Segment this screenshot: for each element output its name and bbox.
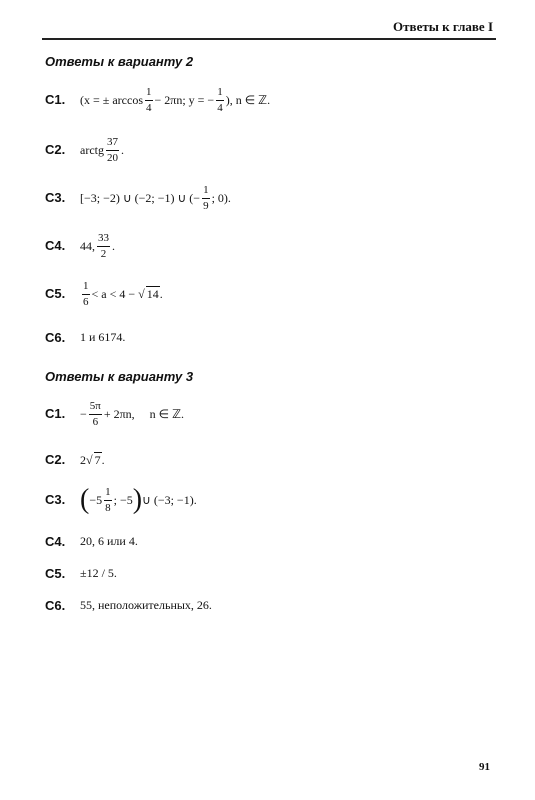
numerator: 37 (106, 137, 119, 151)
numerator: 33 (97, 233, 110, 247)
chapter-title: Ответы к главе I (393, 19, 493, 34)
denominator: 4 (217, 101, 223, 114)
numerator: 1 (82, 281, 90, 295)
denominator: 6 (92, 415, 99, 428)
fraction (106, 137, 119, 164)
answer-text: 55, неположительных, 26. (80, 598, 212, 612)
answer-label: C4. (45, 534, 66, 549)
expr-text: . (112, 238, 115, 253)
answer-v2-c1 (45, 80, 505, 120)
expr-text: (x = ± arccos (80, 92, 143, 107)
expr-text: . (101, 452, 105, 467)
answer-text: ±12 / 5. (80, 566, 117, 580)
expr-text: ; 0). (211, 190, 231, 205)
expr-text: arctg (80, 142, 104, 157)
expr-text: ∪ (−3; −1). (142, 492, 197, 507)
answer-label: C3. (45, 190, 66, 205)
answer-expression (80, 394, 184, 434)
answer-label: C6. (45, 330, 66, 345)
expr-text: . (120, 142, 124, 157)
expr-text: [−3; −2) ∪ (−2; −1) ∪ (− (80, 190, 201, 205)
denominator: 6 (83, 295, 89, 308)
answer-label: C6. (45, 598, 66, 613)
numerator: 1 (145, 87, 153, 101)
numerator: 1 (216, 87, 224, 101)
answer-label: C5. (45, 286, 66, 301)
expr-text: . (159, 286, 163, 301)
expr-text: ), n ∈ ℤ. (225, 92, 271, 107)
denominator: 2 (100, 247, 107, 260)
expr-text: + 2πn, n ∈ ℤ. (103, 406, 185, 421)
sqrt-radicand: 14 (146, 287, 159, 301)
numerator: 5π (89, 401, 102, 415)
answer-v3-c3 (45, 480, 505, 520)
answer-v2-c4 (45, 226, 505, 266)
fraction (97, 233, 110, 260)
fraction (82, 281, 90, 308)
fraction (104, 487, 112, 514)
answer-label: C1. (45, 406, 66, 421)
answer-label: C5. (45, 566, 66, 581)
answer-v3-c2 (45, 440, 505, 480)
denominator: 20 (106, 151, 118, 164)
answer-text: 20, 6 или 4. (80, 534, 138, 548)
page-number: 91 (479, 761, 490, 773)
answer-v3-c6 (45, 592, 505, 632)
expr-text: 2 (80, 452, 86, 467)
denominator: 9 (203, 199, 209, 212)
answer-label: C4. (45, 238, 66, 253)
expr-text: − (80, 406, 87, 421)
answer-expression (80, 178, 231, 218)
answer-v2-c5 (45, 274, 505, 314)
answer-expression (80, 480, 197, 520)
expr-text: 44, (80, 238, 95, 253)
answer-expression (80, 226, 115, 266)
answer-label: C1. (45, 92, 66, 107)
denominator: 4 (146, 101, 152, 114)
right-paren: ) (132, 484, 143, 515)
section-title-variant-2: Ответы к варианту 2 (45, 54, 194, 69)
answer-v3-c1 (45, 394, 505, 434)
sqrt-radicand: 7 (94, 453, 101, 467)
expr-text: −5 (89, 492, 103, 507)
answer-expression (80, 274, 163, 314)
answer-text: 1 и 6174. (80, 330, 126, 344)
left-paren: ( (80, 484, 90, 515)
denominator: 8 (105, 501, 111, 514)
fraction (202, 185, 210, 212)
section-title-variant-3: Ответы к варианту 3 (45, 369, 194, 384)
answer-label: C2. (45, 452, 66, 467)
fraction (216, 87, 224, 114)
expr-text: − 2πn; y = − (154, 92, 215, 107)
fraction (89, 401, 102, 428)
answer-v2-c3 (45, 178, 505, 218)
fraction (145, 87, 153, 114)
sqrt-sign: √ (86, 452, 93, 467)
expr-text: < a < 4 − (91, 286, 136, 301)
sqrt-sign: √ (135, 286, 145, 301)
answer-expression (80, 130, 124, 170)
answer-v2-c2 (45, 130, 505, 170)
answer-expression (80, 80, 270, 120)
answer-label: C3. (45, 492, 66, 507)
expr-text: ; −5 (113, 492, 133, 507)
numerator: 1 (202, 185, 210, 199)
answer-expression (80, 440, 105, 480)
answer-label: C2. (45, 142, 66, 157)
numerator: 1 (104, 487, 112, 501)
header-rule (42, 38, 496, 40)
answer-v2-c6 (45, 318, 505, 358)
